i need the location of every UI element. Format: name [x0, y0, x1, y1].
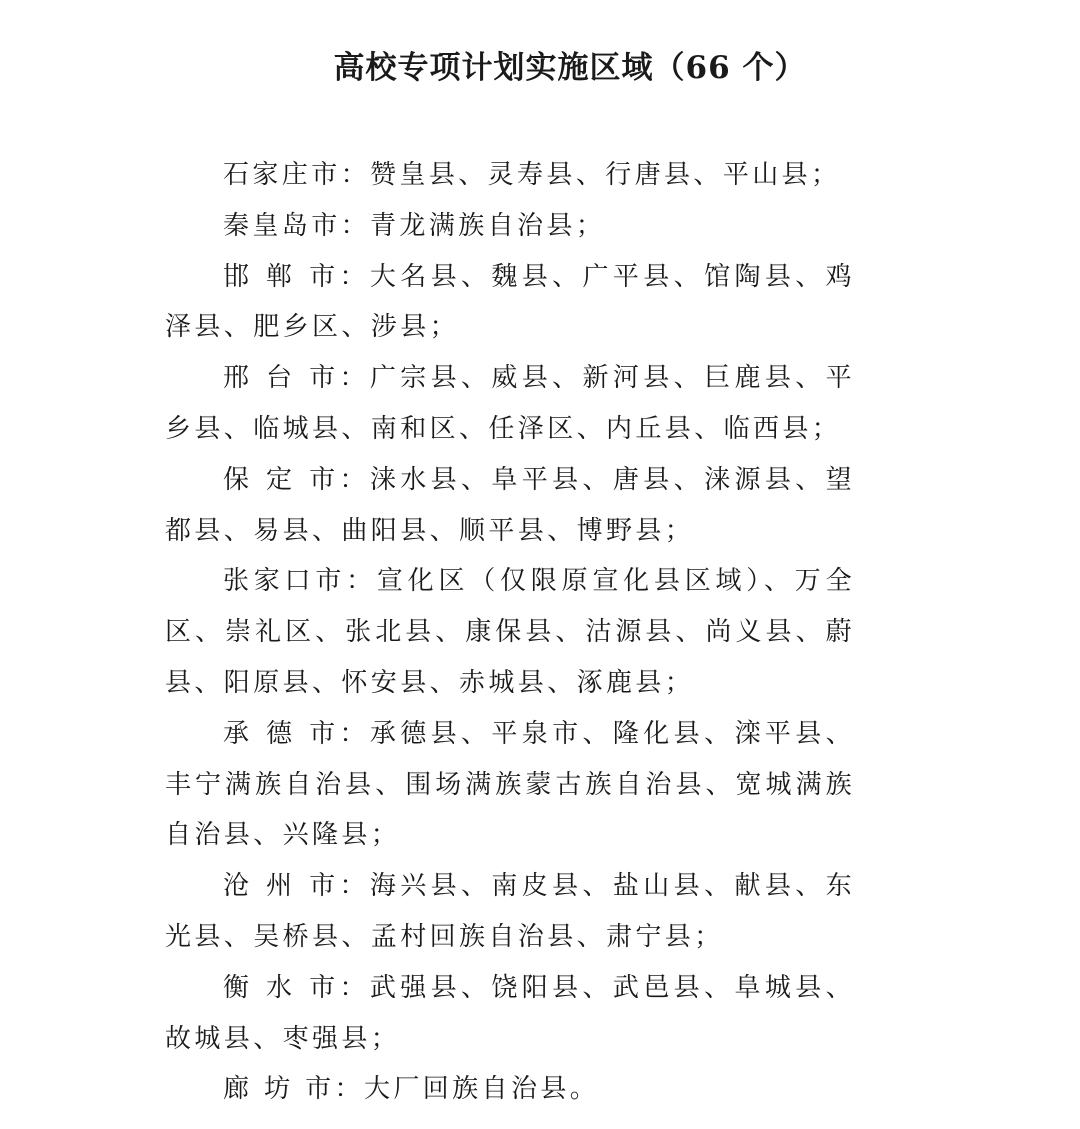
region-paragraph-hengshui [165, 963, 855, 1065]
region-counties: 武强县、饶阳县、武邑县、阜城县、故城县、枣强县； [165, 972, 855, 1054]
region-paragraph-baoding [165, 455, 855, 557]
region-separator: ： [334, 1074, 364, 1105]
document-title: 高校专项计划实施区域（66 个） [333, 50, 807, 86]
region-name: 沧 州 市 [223, 871, 340, 902]
region-paragraph-qinhuangdao [165, 201, 855, 252]
region-paragraph-handan [165, 252, 855, 354]
region-name: 石家庄市 [223, 160, 341, 190]
region-separator: ： [339, 972, 370, 1003]
region-name: 秦皇岛市 [223, 210, 341, 241]
region-counties: 承德县、平泉市、隆化县、滦平县、丰宁满族自治县、围场满族蒙古族自治县、宽城满族自治县、兴隆县； [165, 718, 855, 851]
region-name: 衡 水 市 [223, 972, 340, 1003]
region-list-body [165, 150, 855, 1115]
region-counties: 大厂回族自治县。 [363, 1074, 600, 1105]
region-name: 邢 台 市 [223, 363, 340, 394]
region-separator: ： [340, 160, 371, 190]
region-paragraph-shijiazhuang [165, 150, 855, 201]
region-paragraph-xingtai [165, 353, 855, 455]
region-counties: 宣化区（仅限原宣化县区域）、万全区、崇礼区、张北县、康保县、沽源县、尚义县、蔚县、阳原县、怀安县、赤城县、涿鹿县； [165, 566, 855, 698]
region-paragraph-cangzhou [165, 861, 855, 963]
region-separator: ： [346, 566, 377, 597]
region-separator: ： [339, 464, 370, 495]
region-name: 廊 坊 市 [223, 1074, 335, 1105]
region-separator: ： [339, 718, 370, 749]
region-counties: 赞皇县、灵寿县、行唐县、平山县； [370, 160, 841, 190]
region-counties: 大名县、魏县、广平县、馆陶县、鸡泽县、肥乡区、涉县； [165, 261, 855, 343]
region-separator: ： [339, 261, 370, 292]
region-name: 保 定 市 [223, 464, 340, 495]
region-counties: 海兴县、南皮县、盐山县、献县、东光县、吴桥县、孟村回族自治县、肃宁县； [165, 871, 855, 952]
region-separator: ： [340, 210, 371, 241]
region-counties: 涞水县、阜平县、唐县、涞源县、望都县、易县、曲阳县、顺平县、博野县； [165, 464, 855, 546]
region-separator: ： [339, 871, 370, 902]
region-counties: 广宗县、威县、新河县、巨鹿县、平乡县、临城县、南和区、任泽区、内丘县、临西县； [165, 363, 855, 444]
region-name: 承 德 市 [223, 718, 340, 749]
region-name: 邯 郸 市 [223, 261, 340, 292]
region-counties: 青龙满族自治县； [370, 210, 606, 241]
region-paragraph-chengde [165, 709, 855, 861]
region-paragraph-zhangjiakou [165, 556, 855, 708]
region-separator: ： [339, 363, 370, 394]
region-name: 张家口市 [223, 566, 347, 597]
region-paragraph-langfang [165, 1064, 855, 1115]
